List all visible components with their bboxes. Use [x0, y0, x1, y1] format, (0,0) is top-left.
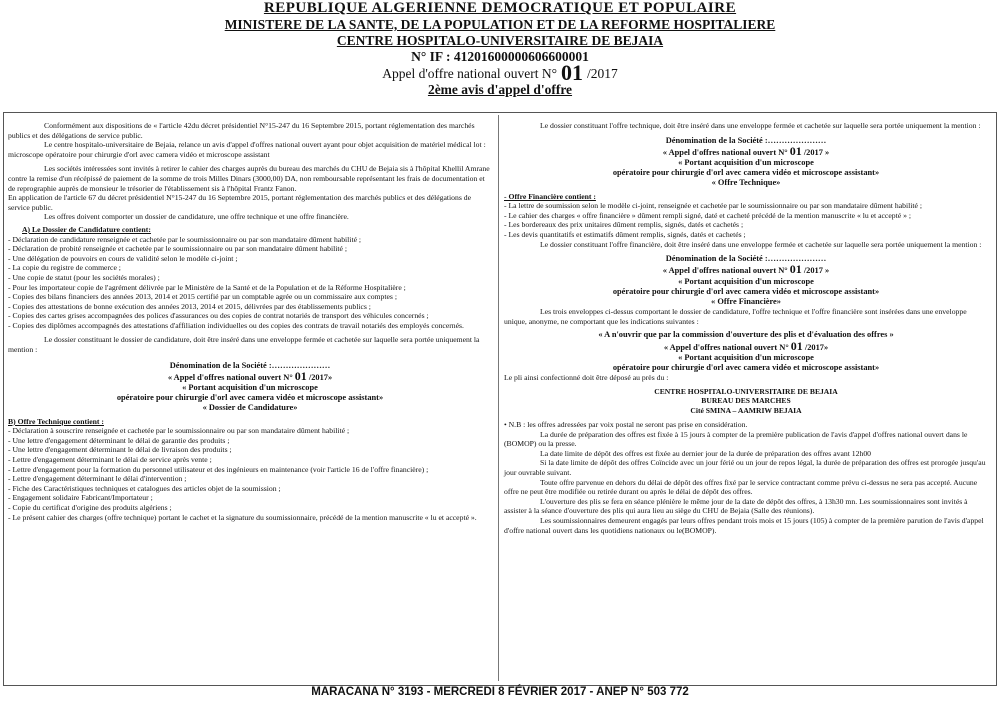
notice-subtitle: 2ème avis d'appel d'offre: [427, 82, 573, 97]
envelope-mention-financiere: [504, 254, 988, 307]
list-item: - Lettre d'engagement déterminant le délai d'intervention ;: [8, 474, 492, 484]
hospital-title: CENTRE HOSPITALO-UNIVERSITAIRE DE BEJAIA: [336, 33, 664, 48]
envelope-mention-unique: [504, 330, 988, 373]
list-item: - Déclaration de probité renseignée et cachetée par le soumissionnaire ou par son mandataire dûment habilité ;: [8, 244, 492, 254]
paragraph: Le pli ainsi confectionné doit être déposé au près du :: [504, 373, 669, 383]
paragraph: La durée de préparation des offres est fixée à 15 jours à compter de la première publication de l'avis d'appel d'offres national ouvert dans le (BOMOP) ou la presse.: [504, 429, 968, 449]
list-item: - Engagement solidaire Fabricant/Importateur ;: [8, 493, 492, 503]
mention-suffix: /2017 »: [803, 266, 830, 276]
section-heading-c: - Offre Financière contient :: [504, 191, 596, 201]
list-item: - Déclaration de candidature renseignée et cachetée par le soumissionnaire ou par son mandataire dûment habilité ;: [8, 235, 492, 245]
mention-line: [504, 264, 988, 276]
list-item: - Copies des diplômes accompagnés des attestations d'affiliation individuelles ou des copies des contrats de travail notariés des employés concernés.: [8, 321, 492, 331]
tender-title: [0, 60, 1000, 85]
paragraph: Toute offre parvenue en dehors du délai de dépôt des offres fixé par le service contractant comme prévu ci-dessus ne sera pas accepté. Aucune offre ne peut être modifiée ou retirée durant ou après le délai de dépôt des offres.: [504, 477, 978, 497]
mention-line: Dénomination de la Société :…………………: [169, 360, 331, 370]
list-item: - Une copie de statut (pour les sociétés morales) ;: [8, 273, 492, 283]
paragraph: Conformément aux dispositions de « l'article 42du décret présidentiel N°15-247 du 16 Septembre 2015, portant réglementation des marchés publics et des délégations de service public.: [8, 121, 475, 140]
paragraph: Les soumissionnaires demeurent engagés par leurs offres pendant trois mois et 15 jours (105) à compter de la première parution de l'avis d'appel d'offre national ouvert dans les quotidiens nationaux ou le(BOMOP).: [504, 515, 984, 535]
paragraph: Le dossier constituant l'offre technique, doit être inséré dans une enveloppe fermée et cachetée sur laquelle sera portée uniquement la mention :: [540, 121, 981, 130]
mention-suffix: /2017»: [308, 372, 333, 382]
list-item: - Fiche des Caractéristiques techniques et catalogues des articles objet de la soumission ;: [8, 484, 492, 494]
paragraph: Le dossier constituant l'offre financière, doit être inséré dans une enveloppe fermée et cachetée sur laquelle sera portée uniquement la mention :: [540, 239, 982, 249]
nb-note: • N.B : les offres adressées par voix postal ne seront pas prise en considération.: [504, 420, 988, 430]
mention-line: [504, 338, 988, 353]
right-column: [504, 121, 988, 535]
list-item: - Une lettre d'engagement déterminant le délai de livraison des produits ;: [8, 445, 492, 455]
mention-line: « Offre Technique»: [711, 178, 781, 188]
address-line: BUREAU DES MARCHES: [701, 396, 791, 406]
mention-line: « Portant acquisition d'un microscope: [678, 276, 814, 286]
envelope-mention: [8, 361, 492, 414]
list-item: - Copies des bilans financiers des années 2013, 2014 et 2015 certifié par un comptable agrée ou un commissaire aux comptes ;: [8, 292, 492, 302]
list-item: - Le présent cahier des charges (offre technique) portant le cachet et la signature du soumissionnaire, précédé de la mention manuscrite « lu et accepté ».: [8, 513, 492, 523]
paragraph: Les trois enveloppes ci-dessus comportant le dossier de candidature, l'offre technique et l'offre financière sont insérées dans une enveloppe unique, anonyme, ne comportant que les indications suivantes :: [504, 307, 967, 326]
mention-prefix: « Appel d'offres national ouvert N°: [663, 342, 789, 352]
paragraph: La date limite de dépôt des offres est fixée au dernier jour de la durée de préparation des offres avant 12h00: [540, 448, 872, 458]
list-item: - Les devis quantitatifs et estimatifs dûment remplis, signés, datés et cachetés ;: [504, 230, 988, 240]
mention-line: « Portant acquisition d'un microscope: [678, 158, 814, 167]
mention-suffix: /2017»: [804, 342, 829, 352]
section-heading-b: B) Offre Technique contient :: [8, 416, 104, 426]
mention-line: Dénomination de la Société :…………………: [665, 135, 827, 145]
left-column: [8, 121, 492, 522]
list-item: - Lettre d'engagement déterminant le délai de service après vente ;: [8, 455, 492, 465]
list-item: - La lettre de soumission selon le modèle ci-joint, renseignée et cachetée par le soumissionnaire ou par son mandataire dûment habilité ;: [504, 201, 988, 211]
list-item: - La copie du registre de commerce ;: [8, 263, 492, 273]
newspaper-footer: MARACANA N° 3193 - MERCREDI 8 FÉVRIER 2017 - ANEP N° 503 772: [311, 686, 689, 698]
tender-number: 01: [561, 60, 584, 85]
mention-number: 01: [789, 262, 802, 277]
mention-line: opératoire pour chirurgie d'orl avec camera vidéo et microscope assistant»: [612, 286, 880, 296]
list-item: - Copies des attestations de bonne exécution des années 2013, 2014 et 2015, délivrées par des établissements publics ;: [8, 302, 492, 312]
paragraph: Les sociétés intéressées sont invités à retirer le cahier des charges auprès du bureau des marchés du CHU de Bejaia sis à l'hôpital Khellil Amrane contre la remise d'un récépissé de paiement de la somme de trois Milles Dinars (3000,00) DA, non remboursable représentant les frais de documentation et de reprographie auprès de monsieur le trésorier de l'établissement sis à l'hôpital Frantz Fanon.: [8, 164, 490, 193]
nif-number: N° IF : 41201600000606600001: [411, 49, 589, 64]
delivery-address: [504, 387, 988, 415]
mention-number: 01: [294, 368, 307, 383]
column-divider: [498, 115, 499, 681]
list-item: - Copie du certificat d'origine des produits algériens ;: [8, 503, 492, 513]
list-item: - Déclaration à souscrire renseignée et cachetée par le soumissionnaire ou par son mandataire dûment habilité ;: [8, 426, 492, 436]
mention-line: « Offre Financière»: [711, 296, 781, 306]
mention-line: « Dossier de Candidature»: [202, 403, 298, 413]
list-item: - Le cahier des charges « offre financière » dûment rempli signé, daté et cacheté précédé de la mention manuscrite « lu et accepté » ;: [504, 211, 988, 221]
mention-suffix: /2017 »: [803, 147, 830, 157]
mention-line: « A n'ouvrir que par la commission d'ouverture des plis et d'évaluation des offres »: [598, 330, 894, 340]
list-item: - Une lettre d'engagement déterminant le délai de garantie des produits ;: [8, 436, 492, 446]
document-header: [0, 0, 1000, 98]
list-item: - Lettre d'engagement pour la formation du personnel utilisateur et des ingénieurs en maintenance (voir l'article 16 de l'offre financière) ;: [8, 465, 492, 475]
mention-line: opératoire pour chirurgie d'orl avec camera vidéo et microscope assistant»: [612, 362, 880, 372]
list-item: - Une délégation de pouvoirs en cours de validité selon le modèle ci-joint ;: [8, 254, 492, 264]
mention-line: [8, 368, 492, 383]
mention-number: 01: [789, 143, 802, 158]
paragraph: Le centre hospitalo-universitaire de Bejaia, relance un avis d'appel d'offres national ouvert ayant pour objet acquisition de matériel médical lot : microscope opératoire pour chirurgie d'orl avec camera vidéo et microscope assistant: [8, 140, 486, 159]
tender-year: /2017: [587, 66, 618, 81]
list-item: - Copies des cartes grises accompagnées des polices d'assurances ou des copies de contrat notariés de transport des véhicules concernés ;: [8, 311, 492, 321]
address-line: Cité SMINA – AAMRIW BEJAIA: [690, 405, 802, 415]
paragraph: En application de l'article 67 du décret présidentiel N°15-247 du 16 Septembre 2015, portant réglementation des marchés publics et des délégations de service public.: [8, 193, 472, 212]
paragraph: Les offres doivent comporter un dossier de candidature, une offre technique et une offre financière.: [44, 212, 349, 222]
tender-prefix: Appel d'offre national ouvert N°: [382, 66, 558, 81]
list-item: - Pour les importateur copie de l'agrément délivrée par le Ministère de la Santé et de la Population et de la Réforme Hospitalière ;: [8, 283, 492, 293]
paragraph: Si la date limite de dépôt des offres Coïncide avec un jour férié ou un jour de repos légal, la durée de préparation des offres est prorogée jusqu'au jour ouvrable suivant.: [504, 458, 986, 477]
mention-line: « Portant acquisition d'un microscope: [678, 352, 814, 362]
mention-line: opératoire pour chirurgie d'orl avec camera vidéo et microscope assistant»: [116, 393, 384, 403]
document-body: [3, 112, 997, 686]
mention-line: « Portant acquisition d'un microscope: [182, 383, 318, 393]
ministry-title: MINISTERE DE LA SANTE, DE LA POPULATION ET DE LA REFORME HOSPITALIERE: [224, 17, 776, 32]
mention-number: 01: [790, 338, 803, 353]
envelope-mention-technique: [504, 136, 988, 189]
list-item: - Les bordereaux des prix unitaires dûment remplis, signés, datés et cachetés ;: [504, 220, 988, 230]
mention-line: opératoire pour chirurgie d'orl avec camera vidéo et microscope assistant»: [612, 168, 880, 178]
mention-prefix: « Appel d'offres national ouvert N°: [662, 147, 788, 157]
republic-title: REPUBLIQUE ALGERIENNE DEMOCRATIQUE ET POPULAIRE: [263, 0, 737, 16]
address-line: CENTRE HOSPITALO-UNIVERSITAIRE DE BEJAIA: [654, 386, 838, 396]
paragraph: Le dossier constituant le dossier de candidature, doit être inséré dans une enveloppe fermée et cachetée sur laquelle sera portée uniquement la mention :: [8, 335, 480, 355]
mention-prefix: « Appel d'offres national ouvert N°: [167, 372, 293, 382]
mention-prefix: « Appel d'offres national ouvert N°: [662, 266, 788, 276]
mention-line: Dénomination de la Société :…………………: [665, 254, 827, 264]
section-heading-a: A) Le Dossier de Candidature contient:: [22, 224, 151, 234]
mention-line: [504, 143, 988, 158]
paragraph: L'ouverture des plis se fera en séance plénière le même jour de la date de dépôt des offres, à 13h30 mn. Les soumissionnaires sont invités à assister à la séance d'ouverture des plis qui aura lieu au siège du CHU de Bejaia (Salle des réunions).: [504, 496, 968, 516]
